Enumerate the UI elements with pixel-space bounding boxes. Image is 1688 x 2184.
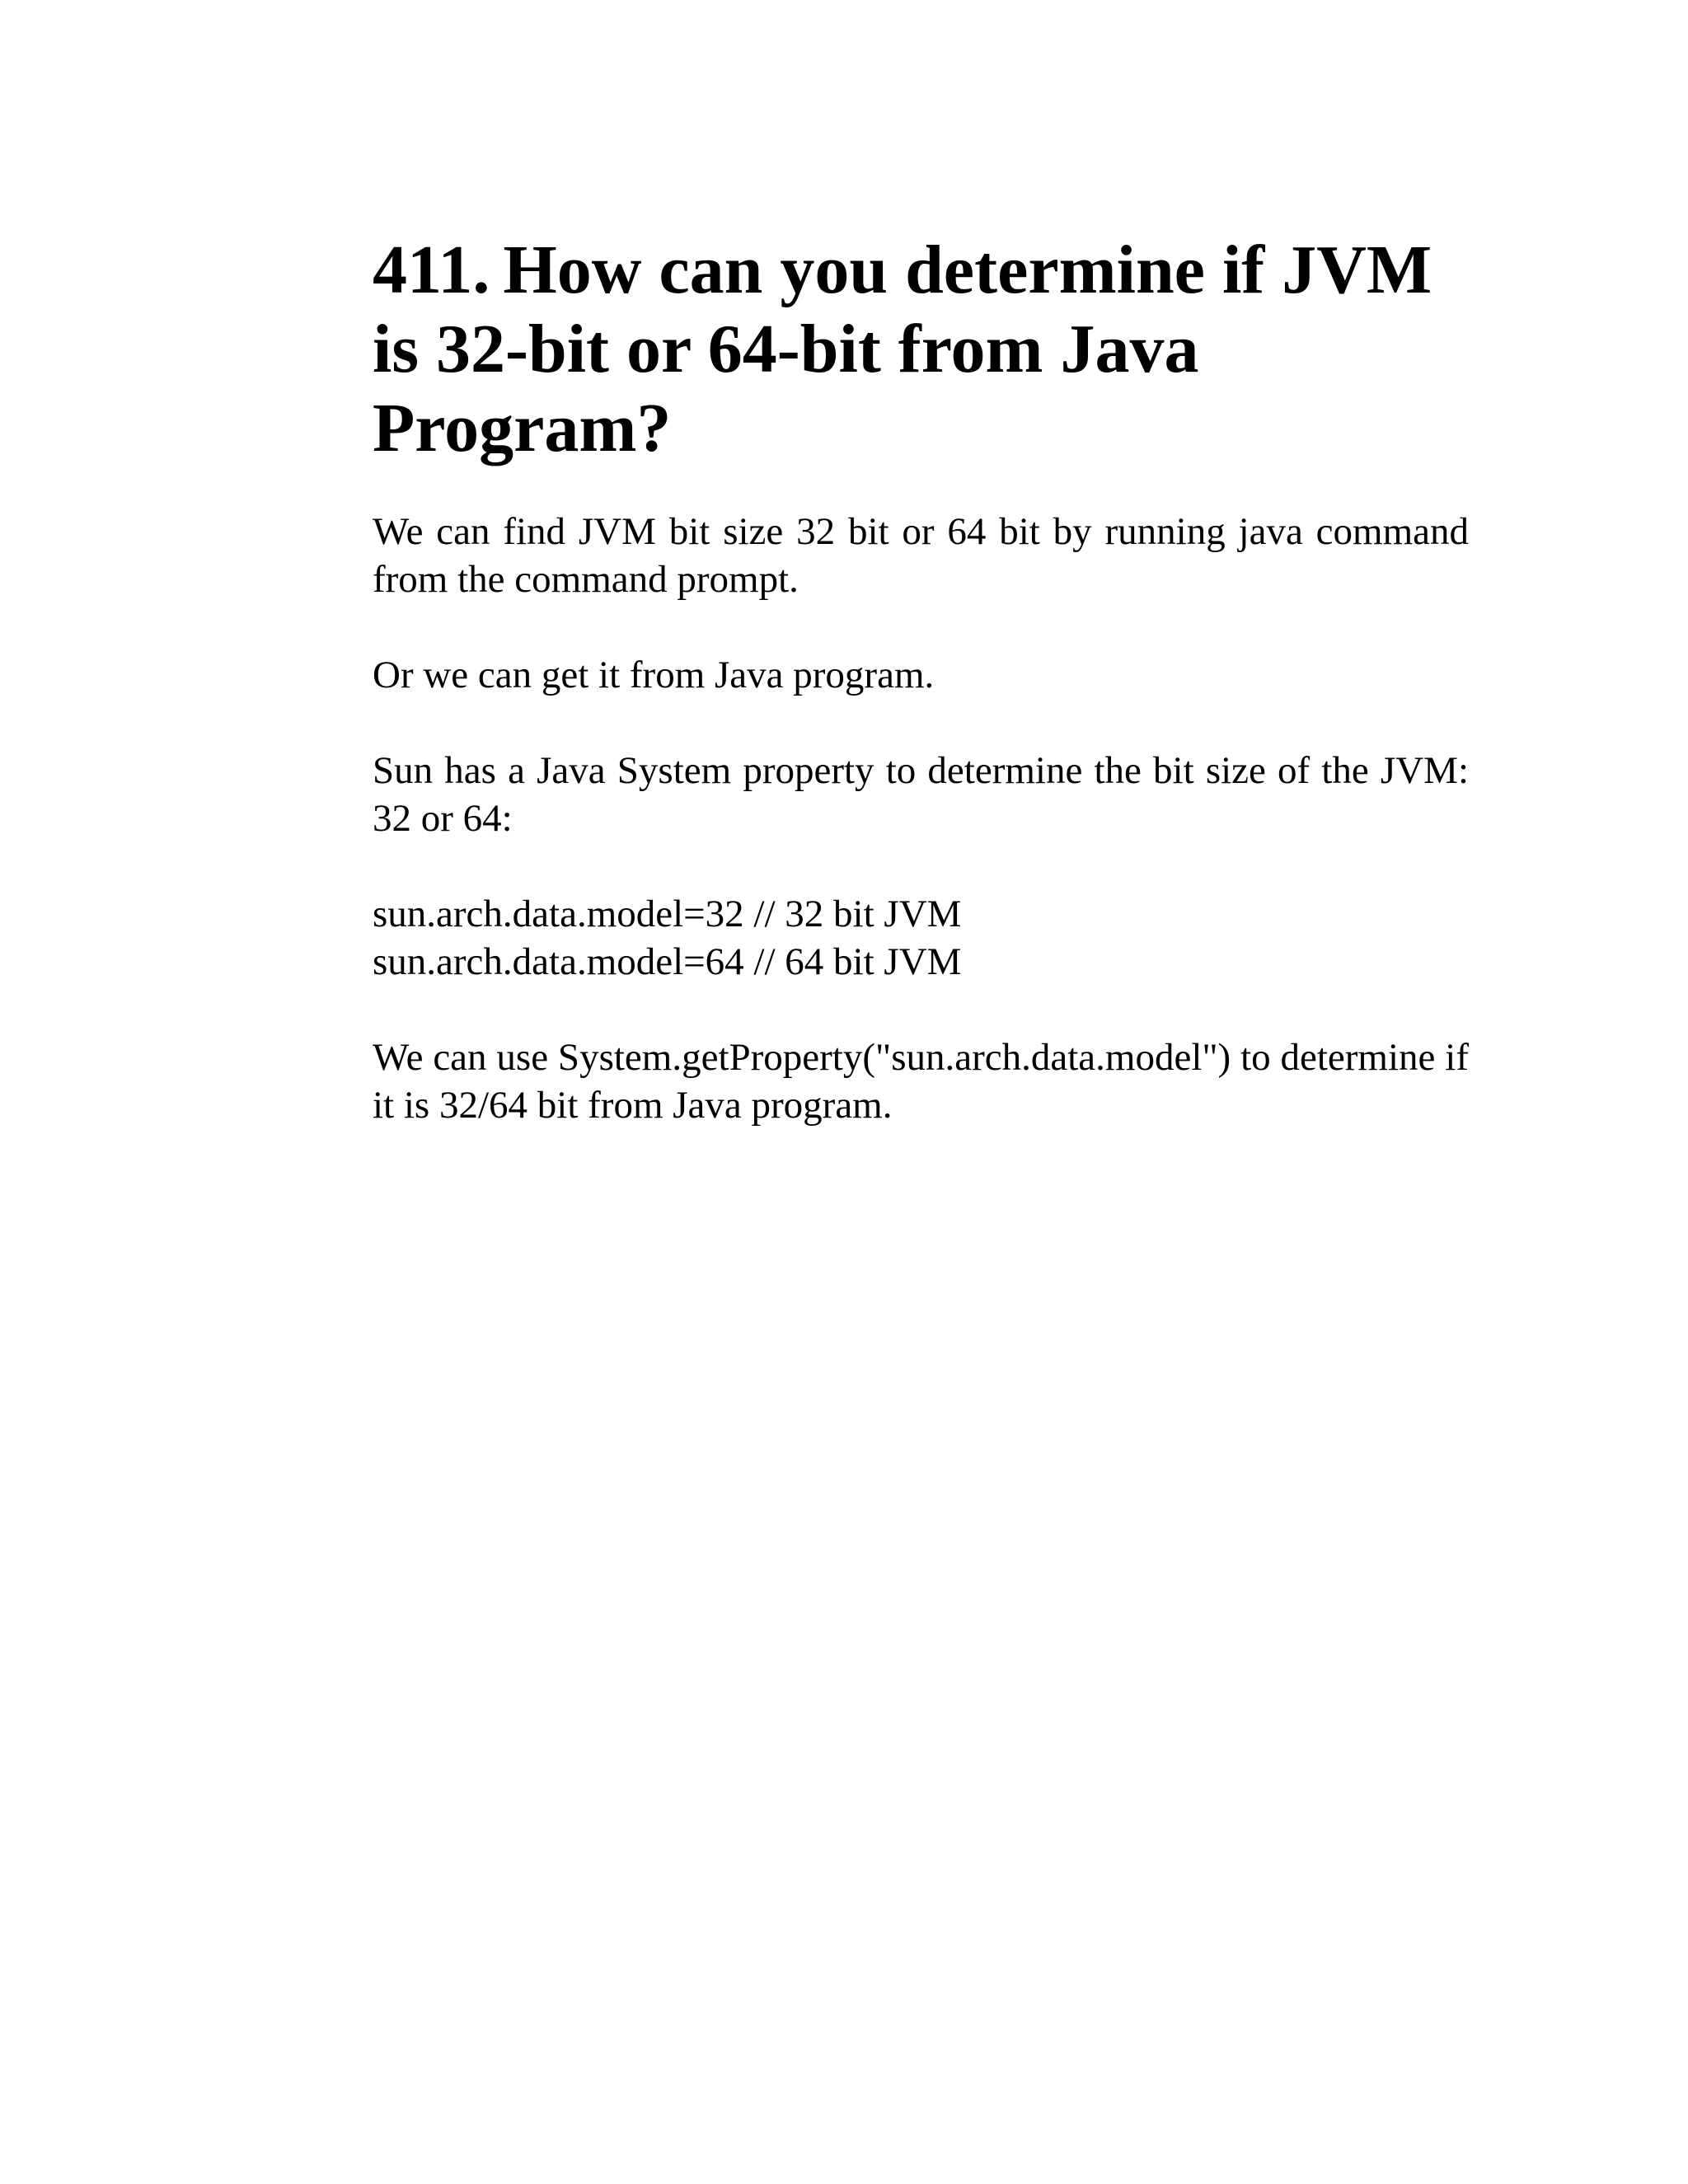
property-example-64: sun.arch.data.model=64 // 64 bit JVM: [373, 940, 962, 983]
paragraph-command-prompt: We can find JVM bit size 32 bit or 64 bit by running java command from the command prompt.: [373, 510, 1469, 601]
question-title: How can you determine if JVM is 32-bit or 64-bit from Java Program?: [373, 232, 1432, 466]
property-example-32: sun.arch.data.model=32 // 32 bit JVM: [373, 893, 962, 935]
paragraph-java-program: Or we can get it from Java program.: [373, 654, 935, 696]
paragraph-system-property: Sun has a Java System property to determine the bit size of the JVM: 32 or 64:: [373, 749, 1469, 840]
page-content: [373, 231, 1469, 1129]
property-examples: [373, 890, 1469, 986]
question-heading: [373, 231, 1469, 468]
question-number: 411.: [373, 232, 490, 308]
paragraph-get-property: We can use System.getProperty("sun.arch.data.model") to determine if it is 32/64 bit from Java program.: [373, 1036, 1469, 1127]
